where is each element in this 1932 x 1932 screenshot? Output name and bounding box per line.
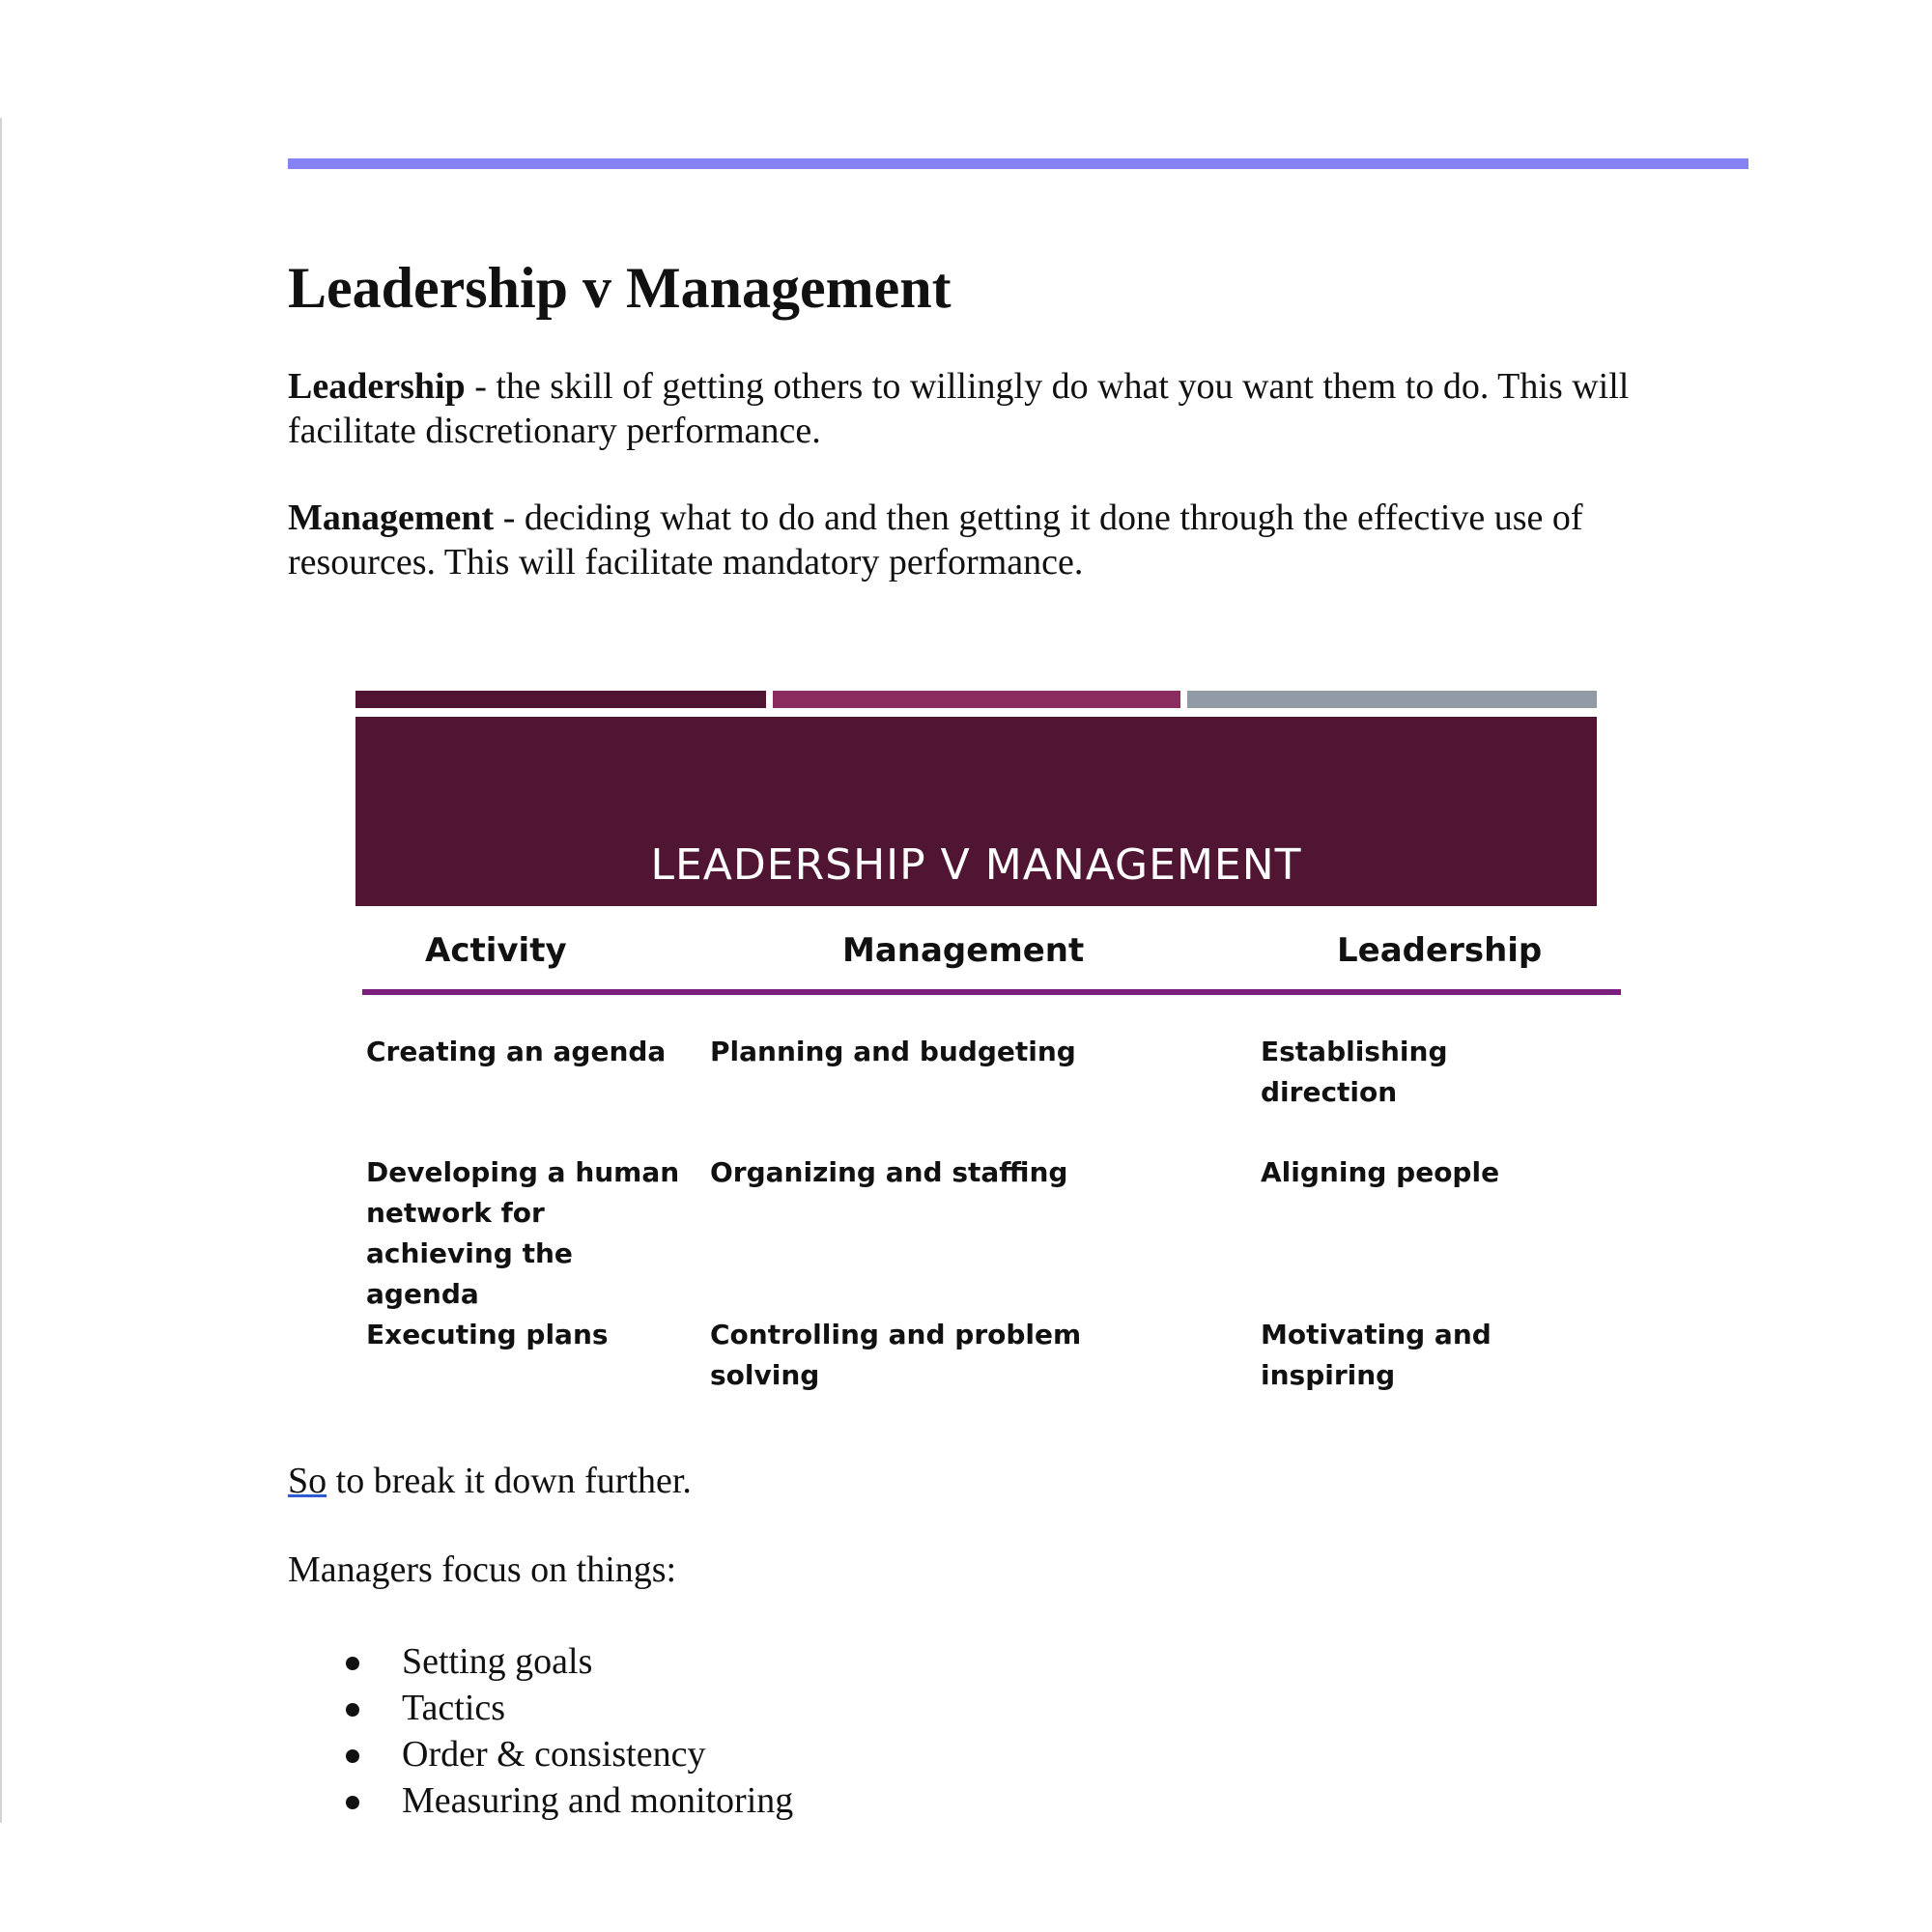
slide-title: LEADERSHIP V MANAGEMENT — [650, 840, 1302, 890]
leadership-text: - the skill of getting others to willingly do what you want them to do. This will facilitate discretionary performance. — [288, 366, 1630, 451]
list-item — [288, 1777, 793, 1824]
management-definition — [288, 496, 1698, 584]
slide-banner — [355, 717, 1597, 906]
table-cell: Creating an agenda — [366, 1036, 667, 1067]
list-item-text: Measuring and monitoring — [402, 1780, 794, 1821]
managers-focus-list — [288, 1638, 793, 1824]
slide-accent-bar-grey — [1187, 691, 1597, 708]
managers-intro: Managers focus on things: — [288, 1549, 677, 1590]
table-cell: Establishing direction — [1261, 1036, 1448, 1108]
table-cell: Executing plans — [366, 1319, 609, 1350]
table-cell: Organizing and staffing — [710, 1156, 1068, 1188]
leadership-definition — [288, 364, 1698, 453]
list-item — [288, 1638, 793, 1685]
column-header-management: Management — [842, 931, 1085, 970]
breakdown-text: to break it down further. — [327, 1461, 692, 1501]
header-rule — [288, 158, 1748, 169]
table-cell: Controlling and problem solving — [710, 1319, 1082, 1391]
table-cell: Motivating and inspiring — [1261, 1319, 1492, 1391]
bullet-icon — [346, 1796, 359, 1809]
list-item-text: Order & consistency — [402, 1734, 706, 1775]
column-header-activity: Activity — [425, 931, 567, 970]
management-text: - deciding what to do and then getting it done through the effective use of resources. This will facilitate mandatory performance. — [288, 497, 1583, 582]
bullet-icon — [346, 1657, 359, 1670]
header-divider — [362, 989, 1621, 995]
table-cell: Aligning people — [1261, 1156, 1500, 1188]
bullet-icon — [346, 1749, 359, 1763]
slide-accent-bar-mid — [773, 691, 1180, 708]
table-cell: Planning and budgeting — [710, 1036, 1076, 1067]
document-title: Leadership v Management — [288, 256, 952, 320]
leadership-term: Leadership — [288, 366, 466, 407]
management-term: Management — [288, 497, 495, 538]
column-header-leadership: Leadership — [1337, 931, 1543, 970]
slide-accent-bar-dark — [355, 691, 766, 708]
spellcheck-word: So — [288, 1461, 327, 1501]
bullet-icon — [346, 1703, 359, 1717]
list-item-text: Setting goals — [402, 1641, 593, 1682]
list-item-text: Tactics — [402, 1688, 506, 1728]
breakdown-sentence — [288, 1459, 1698, 1503]
page-edge — [0, 118, 2, 1823]
list-item — [288, 1685, 793, 1731]
embedded-slide — [355, 691, 1621, 1406]
list-item — [288, 1731, 793, 1777]
table-cell: Developing a human network for achieving the agenda — [366, 1156, 680, 1310]
